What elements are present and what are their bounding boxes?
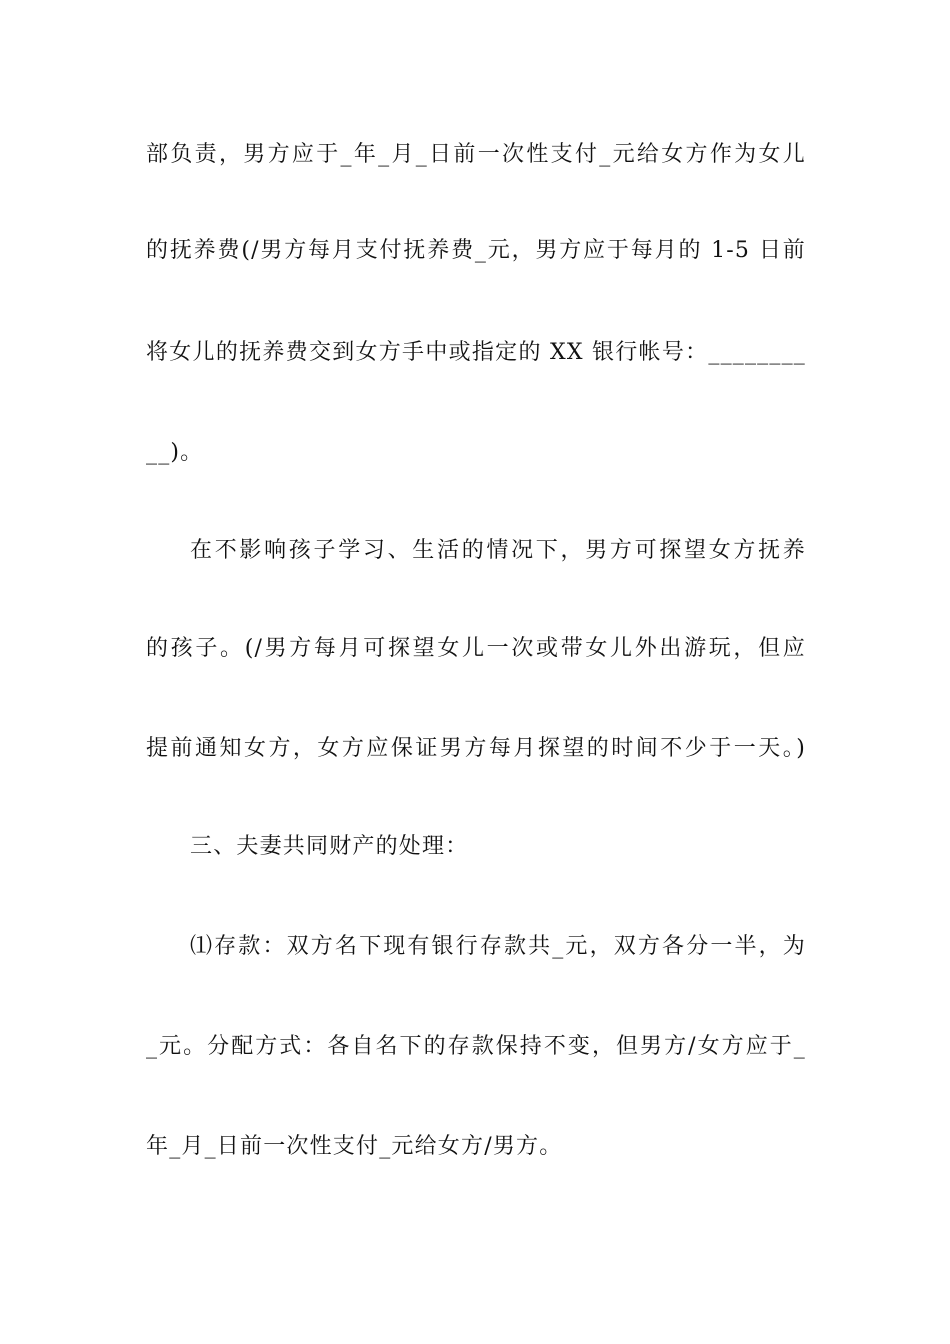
paragraph-line: 将女儿的抚养费交到女方手中或指定的 XX 银行帐号：________ [146,340,806,365]
paragraph-line: 提前通知女方，女方应保证男方每月探望的时间不少于一天。) [146,736,806,761]
paragraph-line: 部负责，男方应于_年_月_日前一次性支付_元给女方作为女儿 [146,142,806,167]
paragraph-line: __)。 [146,440,204,465]
paragraph-line: ⑴存款：双方名下现有银行存款共_元，双方各分一半，为 [190,934,806,959]
paragraph-line: 年_月_日前一次性支付_元给女方/男方。 [146,1134,563,1159]
paragraph-line: _元。分配方式：各自名下的存款保持不变，但男方/女方应于_ [146,1034,806,1059]
paragraph-line: 在不影响孩子学习、生活的情况下，男方可探望女方抚养 [190,538,806,563]
section-heading: 三、夫妻共同财产的处理： [190,834,469,859]
paragraph-line: 的孩子。(/男方每月可探望女儿一次或带女儿外出游玩，但应 [146,636,806,661]
paragraph-line: 的抚养费(/男方每月支付抚养费_元，男方应于每月的 1-5 日前 [146,238,806,263]
